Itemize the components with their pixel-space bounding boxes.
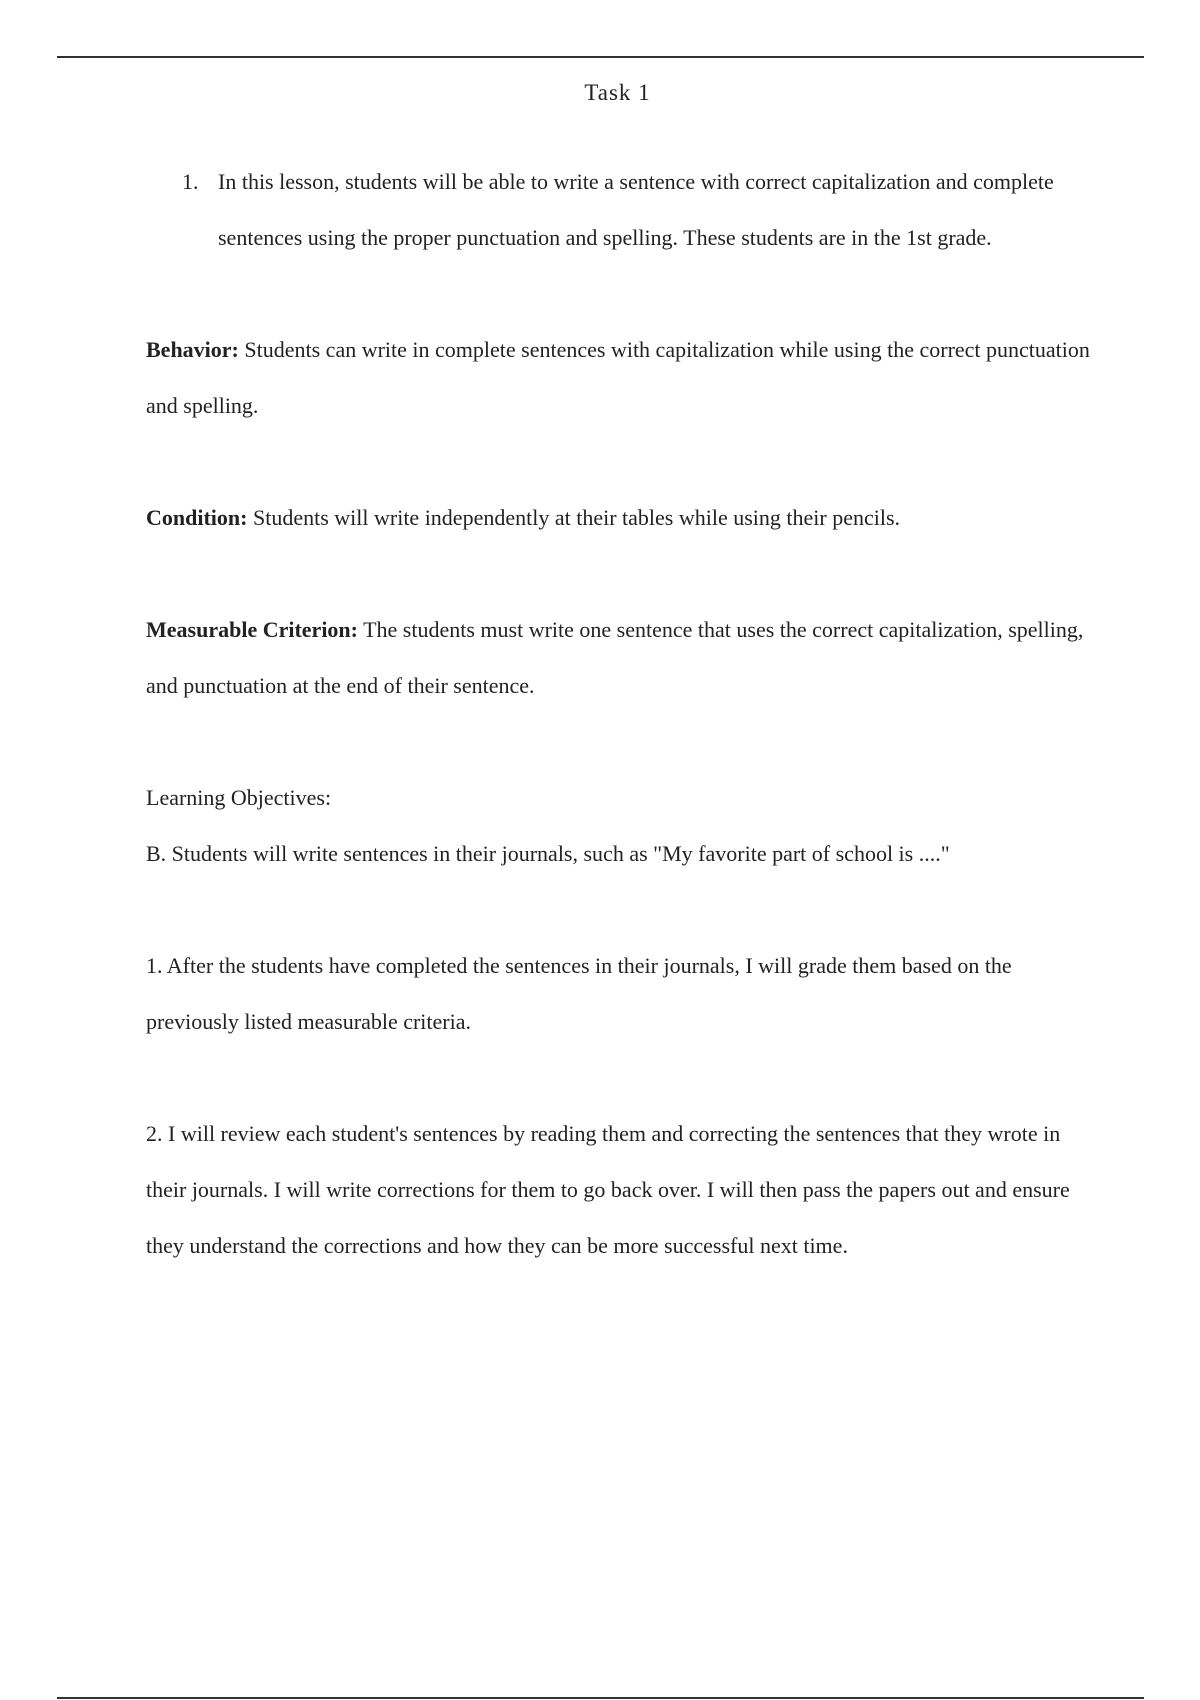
criterion-label: Measurable Criterion: <box>146 617 358 642</box>
objective-step-2: 2. I will review each student's sentences by reading them and correcting the sentences that they wrote in their journals. I will write corrections for them to go back over. I will then pass the papers out and ensure they understand the corrections and how they can be more successful next time. <box>146 1121 1070 1258</box>
spacer <box>146 266 1106 322</box>
page-title: Task 1 <box>584 80 651 105</box>
intro-list-item <box>146 154 1106 266</box>
objective-b: B. Students will write sentences in their journals, such as "My favorite part of school is ...." <box>146 841 950 866</box>
condition-text: Students will write independently at their tables while using their pencils. <box>247 505 901 530</box>
spacer <box>146 434 1106 490</box>
behavior-paragraph <box>146 322 1106 434</box>
spacer <box>146 882 1106 938</box>
spacer <box>146 714 1106 770</box>
list-number: 1. <box>182 169 199 194</box>
spacer <box>146 1050 1106 1106</box>
objectives-heading: Learning Objectives: <box>146 785 332 810</box>
criterion-text: The students must write one sentence that uses the correct capitalization, spelling, and punctuation at the end of their sentence. <box>146 617 1084 698</box>
behavior-text: Students can write in complete sentences with capitalization while using the correct punctuation and spelling. <box>146 337 1090 418</box>
objective-step-1: 1. After the students have completed the sentences in their journals, I will grade them based on the previously listed measurable criteria. <box>146 953 1012 1034</box>
behavior-label: Behavior: <box>146 337 239 362</box>
top-rule <box>57 56 1144 58</box>
criterion-paragraph <box>146 602 1106 714</box>
intro-text: In this lesson, students will be able to write a sentence with correct capitalization and complete sentences using the proper punctuation and spelling. These students are in the 1st grade. <box>218 169 1054 250</box>
document-body <box>146 154 1106 1274</box>
condition-label: Condition: <box>146 505 248 530</box>
condition-paragraph <box>146 490 1106 546</box>
bottom-rule <box>57 1697 1144 1699</box>
spacer <box>146 546 1106 602</box>
